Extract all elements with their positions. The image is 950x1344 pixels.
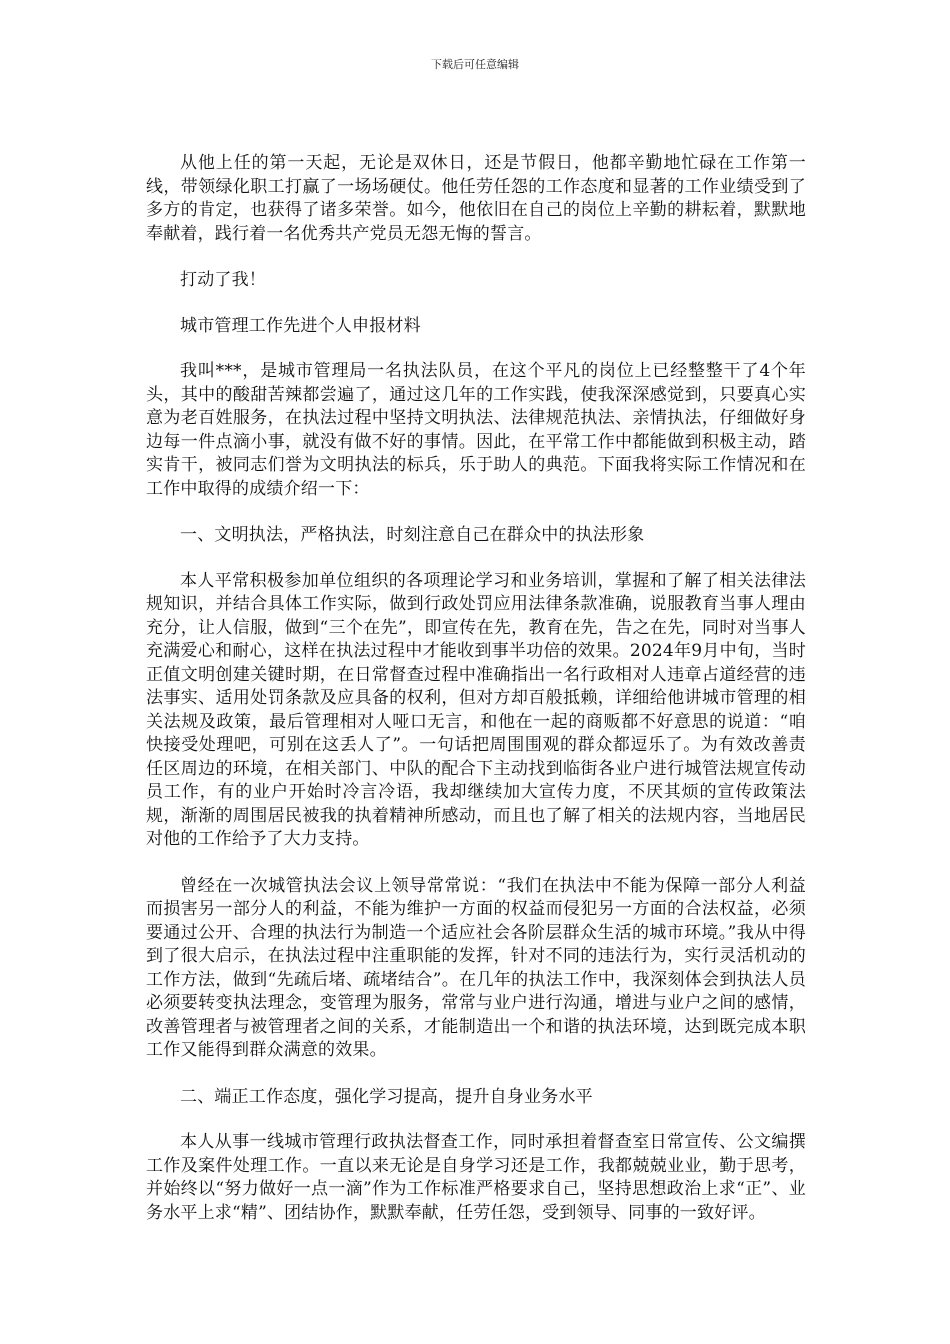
paragraph-section-2: 本人从事一线城市管理行政执法督查工作，同时承担着督查室日常宣传、公文编撰工作及案件处理工作。一直以来无论是自身学习还是工作，我都兢兢业业，勤于思考，并始终以“努力做好一点一滴”作为工作标准严格要求自己，坚持思想政治上求“正”、业务水平上求“精”、团结协作，默默奉献，任劳任怨，受到领导、同事的一致好评。 xyxy=(146,1132,806,1223)
section-heading-2: 二、端正工作态度，强化学习提高，提升自身业务水平 xyxy=(180,1086,593,1107)
paragraph-section-1-a: 本人平常积极参加单位组织的各项理论学习和业务培训，掌握和了解了相关法律法规知识，并结合具体工作实际，做到行政处罚应用法律条款准确，说服教育当事人理由充分，让人信服，做到“三个在先”，即宣传在先，教育在先，告之在先，同时对当事人充满爱心和耐心，这样在执法过程中才能收到事半功倍的效果。2024年9月中旬，当时正值文明创建关键时期，在日常督查过程中准确指出一名行政相对人违章占道经营的违法事实、适用处罚条款及应具备的权利，但对方却百般抵赖，详细给他讲城市管理的相关法规及政策，最后管理相对人哑口无言，和他在一起的商贩都不好意思的说道：“咱快接受处理吧，可别在这丢人了”。一句话把周围围观的群众都逗乐了。为有效改善责任区周边的环境，在相关部门、中队的配合下主动找到临街各业户进行城管法规宣传动员工作，有的业户开始时冷言冷语，我却继续加大宣传力度，不厌其烦的宣传政策法规，渐渐的周围居民被我的执着精神所感动，而且也了解了相关的法规内容，当地居民对他的工作给予了大力支持。 xyxy=(146,570,806,849)
paragraph-intro: 从他上任的第一天起，无论是双休日，还是节假日，他都辛勤地忙碌在工作第一线，带领绿化职工打赢了一场场硬仗。他任劳任怨的工作态度和显著的工作业绩受到了多方的肯定，也获得了诸多荣誉。如今，他依旧在自己的岗位上辛勤的耕耘着，默默地奉献着，践行着一名优秀共产党员无怨无悔的誓言。 xyxy=(146,153,806,244)
paragraph-section-1-b: 曾经在一次城管执法会议上领导常常说：“我们在执法中不能为保障一部分人利益而损害另一部分人的利益，不能为维护一方面的权益而侵犯另一方面的合法权益，必须要通过公开、合理的执法行为制造一个适应社会各阶层群众生活的城市环境。”我从中得到了很大启示，在执法过程中注重职能的发挥，针对不同的违法行为，实行灵活机动的工作方法，做到“先疏后堵、疏堵结合”。在几年的执法工作中，我深刻体会到执法人员必须要转变执法理念，变管理为服务，常常与业户进行沟通，增进与业户之间的感情，改善管理者与被管理者之间的关系，才能制造出一个和谐的执法环境，达到既完成本职工作又能得到群众满意的效果。 xyxy=(146,875,806,1060)
document-title: 城市管理工作先进个人申报材料 xyxy=(180,315,421,336)
section-heading-1: 一、文明执法，严格执法，时刻注意自己在群众中的执法形象 xyxy=(180,525,645,545)
header-note: 下载后可任意编辑 xyxy=(431,58,519,71)
document-body xyxy=(146,152,806,1248)
paragraph-moved: 打动了我！ xyxy=(180,270,266,290)
paragraph-self-introduction: 我叫***，是城市管理局一名执法队员，在这个平凡的岗位上已经整整干了4个年头，其中的酸甜苦辣都尝遍了，通过这几年的工作实践，使我深深感觉到，只要真心实意为老百姓服务，在执法过程中坚持文明执法、法律规范执法、亲情执法，仔细做好身边每一件点滴小事，就没有做不好的事情。因此，在平常工作中都能做到积极主动，踏实肯干，被同志们誉为文明执法的标兵，乐于助人的典范。下面我将实际工作情况和在工作中取得的成绩介绍一下： xyxy=(146,361,806,499)
